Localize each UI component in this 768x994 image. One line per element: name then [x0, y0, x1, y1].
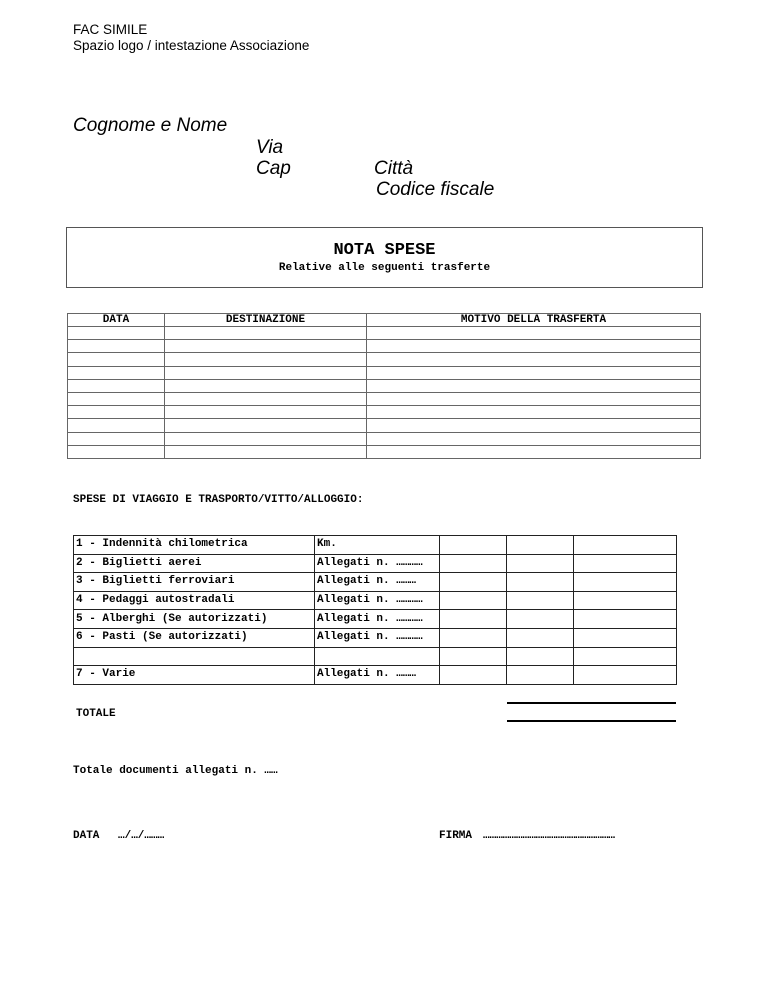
expense-ref: Allegati n. ………… [315, 591, 440, 610]
expense-cell[interactable] [507, 573, 574, 592]
table-cell[interactable] [165, 445, 367, 458]
expense-cell[interactable] [574, 610, 677, 629]
cap-label: Cap [256, 158, 291, 179]
trips-header-destination: DESTINAZIONE [165, 314, 367, 327]
expense-cell[interactable] [440, 554, 507, 573]
table-cell[interactable] [367, 366, 701, 379]
expense-cell[interactable] [507, 628, 574, 647]
expense-cell[interactable] [507, 554, 574, 573]
nota-spese-box [66, 227, 703, 288]
expense-cell[interactable] [507, 610, 574, 629]
table-cell[interactable] [367, 406, 701, 419]
expense-ref: Allegati n. ………… [315, 610, 440, 629]
table-row [68, 366, 701, 379]
signature-value[interactable]: …………………………………………………… [483, 830, 616, 842]
expense-item: 6 - Pasti (Se autorizzati) [74, 628, 315, 647]
table-row [68, 392, 701, 405]
table-row [74, 536, 677, 555]
expense-cell[interactable] [574, 554, 677, 573]
table-cell[interactable] [367, 353, 701, 366]
nota-subtitle: Relative alle seguenti trasferte [278, 262, 491, 274]
expense-cell[interactable] [440, 591, 507, 610]
expense-ref: Allegati n. ……… [315, 666, 440, 685]
table-cell[interactable] [165, 366, 367, 379]
expense-cell[interactable] [507, 647, 574, 666]
table-cell[interactable] [68, 353, 165, 366]
table-cell[interactable] [68, 379, 165, 392]
expense-cell[interactable] [507, 536, 574, 555]
expense-cell[interactable] [440, 647, 507, 666]
table-cell[interactable] [367, 340, 701, 353]
table-cell[interactable] [367, 379, 701, 392]
expense-item: 4 - Pedaggi autostradali [74, 591, 315, 610]
expense-cell[interactable] [440, 666, 507, 685]
table-row [68, 406, 701, 419]
table-row [74, 647, 677, 666]
header-line-2: Spazio logo / intestazione Associazione [73, 38, 310, 53]
total-documents: Totale documenti allegati n. …… [73, 765, 278, 777]
expense-item: 3 - Biglietti ferroviari [74, 573, 315, 592]
city-label: Città [374, 158, 414, 179]
table-cell[interactable] [68, 432, 165, 445]
expense-ref: Allegati n. ………… [315, 628, 440, 647]
expense-cell[interactable] [574, 591, 677, 610]
header-line-1: FAC SIMILE [73, 22, 148, 37]
table-cell[interactable] [68, 366, 165, 379]
table-cell[interactable] [367, 432, 701, 445]
trips-header-date: DATA [68, 314, 165, 327]
table-cell[interactable] [165, 419, 367, 432]
table-row [68, 353, 701, 366]
expense-item: 1 - Indennità chilometrica [74, 536, 315, 555]
total-bottom-rule [507, 720, 676, 722]
trips-header-row [68, 314, 701, 327]
table-cell[interactable] [68, 406, 165, 419]
expense-item: 5 - Alberghi (Se autorizzati) [74, 610, 315, 629]
table-row [74, 628, 677, 647]
table-cell[interactable] [165, 406, 367, 419]
expense-cell[interactable] [507, 666, 574, 685]
trips-table [67, 313, 701, 459]
table-row [68, 432, 701, 445]
expense-ref: Allegati n. ………… [315, 554, 440, 573]
nota-title: NOTA SPESE [333, 241, 436, 260]
expense-cell[interactable] [574, 573, 677, 592]
table-cell[interactable] [68, 340, 165, 353]
table-row [74, 591, 677, 610]
street-label: Via [256, 137, 284, 158]
trips-header-reason: MOTIVO DELLA TRASFERTA [367, 314, 701, 327]
expense-cell[interactable] [574, 666, 677, 685]
table-cell[interactable] [165, 353, 367, 366]
table-cell[interactable] [68, 327, 165, 340]
table-row [74, 610, 677, 629]
total-label: TOTALE [76, 708, 116, 720]
table-row [68, 340, 701, 353]
table-cell[interactable] [165, 432, 367, 445]
table-cell[interactable] [367, 392, 701, 405]
expense-cell[interactable] [440, 628, 507, 647]
table-row [74, 554, 677, 573]
table-row [68, 419, 701, 432]
table-cell[interactable] [68, 392, 165, 405]
expense-cell[interactable] [507, 591, 574, 610]
table-cell[interactable] [165, 379, 367, 392]
table-row [68, 379, 701, 392]
name-label: Cognome e Nome [73, 115, 228, 136]
signature-label: FIRMA [439, 830, 473, 842]
table-row [74, 666, 677, 685]
expenses-table [73, 535, 677, 685]
expense-item [74, 647, 315, 666]
expense-ref [315, 647, 440, 666]
table-cell[interactable] [165, 392, 367, 405]
expense-cell[interactable] [574, 628, 677, 647]
table-row [68, 445, 701, 458]
expense-item: 2 - Biglietti aerei [74, 554, 315, 573]
expenses-heading: SPESE DI VIAGGIO E TRASPORTO/VITTO/ALLOGGIO: [73, 494, 364, 506]
expense-cell[interactable] [440, 536, 507, 555]
total-top-rule [507, 702, 676, 704]
expense-cell[interactable] [440, 573, 507, 592]
date-label: DATA [73, 830, 100, 842]
table-cell[interactable] [165, 340, 367, 353]
table-cell[interactable] [367, 419, 701, 432]
expense-ref: Km. [315, 536, 440, 555]
expense-cell[interactable] [440, 610, 507, 629]
expense-ref: Allegati n. ……… [315, 573, 440, 592]
table-cell[interactable] [367, 327, 701, 340]
date-value[interactable]: …/…/……… [118, 830, 165, 842]
table-row [68, 327, 701, 340]
expense-item: 7 - Varie [74, 666, 315, 685]
table-cell[interactable] [68, 419, 165, 432]
table-cell[interactable] [68, 445, 165, 458]
table-row [74, 573, 677, 592]
tax-code-label: Codice fiscale [376, 179, 495, 200]
expense-cell[interactable] [574, 536, 677, 555]
table-cell[interactable] [165, 327, 367, 340]
expense-cell[interactable] [574, 647, 677, 666]
table-cell[interactable] [367, 445, 701, 458]
